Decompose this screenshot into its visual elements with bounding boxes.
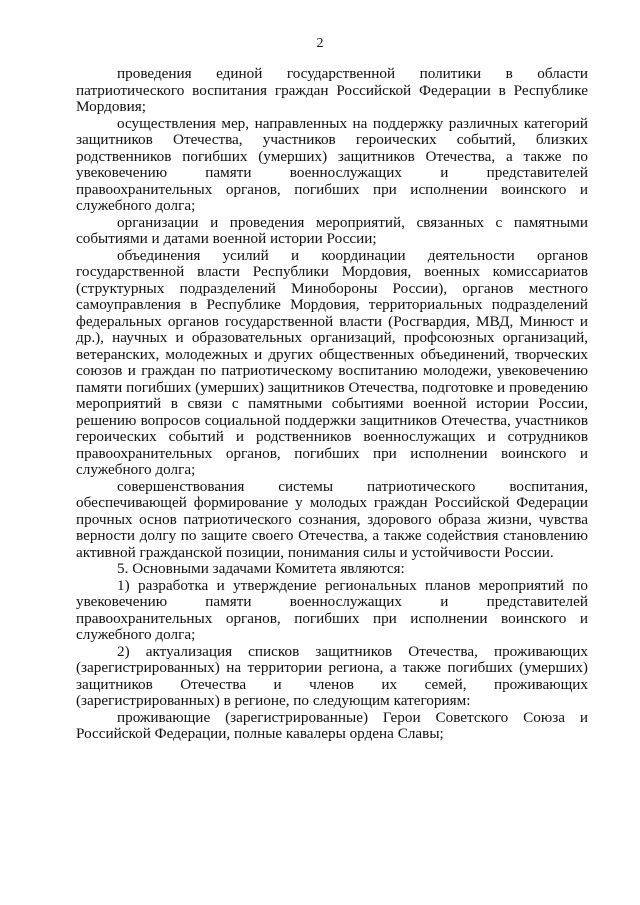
paragraph-coordination: объединения усилий и координации деятельности органов государственной власти Республики Мордовия, военных комиссариатов (структурных подразделений Минобороны России), органов местного самоуправления в Республике Мордовия, территориальных подразделений федеральных органов государственной власти (Росгвардия, МВД, Минюст и др.), научных и образовательных организаций, профсоюзных организаций, ветеранских, молодежных и других общественных объединений, творческих союзов и граждан по патриотическому воспитанию молодежи, увековечению памяти погибших (умерших) защитников Отечества, подготовке и проведению мероприятий в связи с памятными событиями военной истории России, решению вопросов социальной поддержки защитников Отечества, участников героических событий и родственников военнослужащих и сотрудников правоохранительных органов, погибших при исполнении воинского и служебного долга; (76, 246, 588, 478)
paragraph-task-2: 2) актуализация списков защитников Отечества, проживающих (зарегистрированных) на территории региона, а также погибших (умерших) защитников Отечества и членов их семей, проживающих (зарегистрированных) в регионе, по следующим категориям: (76, 642, 588, 709)
paragraph-support-measures: осуществления мер, направленных на поддержку различных категорий защитников Отечества, участников героических событий, близких родственников погибших (умерших) защитников Отечества, а также по увековечению памяти военнослужащих и представителей правоохранительных органов, погибших при исполнении воинского и служебного долга; (76, 114, 588, 214)
paragraph-memorial-events: организации и проведения мероприятий, связанных с памятными событиями и датами военной истории России; (76, 213, 588, 247)
paragraph-task-1: 1) разработка и утверждение региональных планов мероприятий по увековечению памяти военнослужащих и представителей правоохранительных органов, погибших при исполнении воинского и служебного долга; (76, 576, 588, 643)
document-body (76, 66, 588, 743)
paragraph-heroes-category: проживающие (зарегистрированные) Герои Советского Союза и Российской Федерации, полные кавалеры ордена Славы; (76, 708, 588, 742)
paragraph-state-policy: проведения единой государственной политики в области патриотического воспитания граждан Российской Федерации в Республике Мордовия; (76, 65, 588, 115)
page-number: 2 (316, 36, 324, 51)
paragraph-tasks-heading: 5. Основными задачами Комитета являются: (117, 560, 405, 577)
paragraph-patriotic-system: совершенствования системы патриотического воспитания, обеспечивающей формирование у молодых граждан Российской Федерации прочных основ патриотического сознания, здорового образа жизни, чувства верности долгу по защите своего Отечества, а также содействия становлению активной гражданской позиции, понимания силы и устойчивости России. (76, 477, 588, 561)
